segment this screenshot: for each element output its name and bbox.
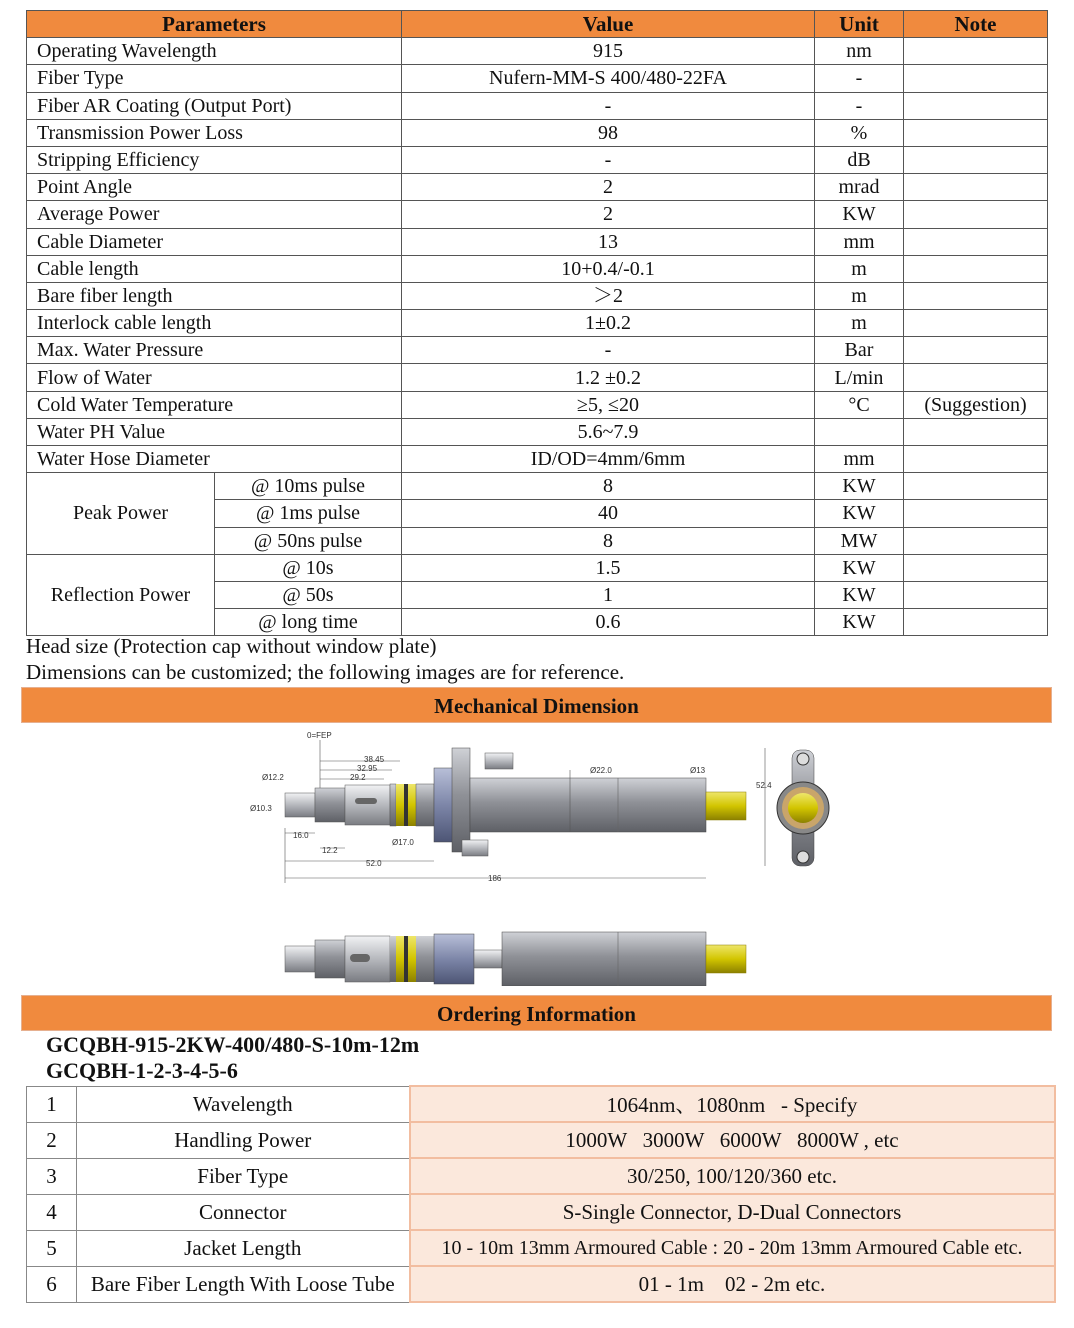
param-value: - (402, 92, 815, 119)
param-label: Interlock cable length (27, 310, 402, 337)
order-field: Wavelength (77, 1086, 410, 1122)
param-label: Flow of Water (27, 364, 402, 391)
param-label: Point Angle (27, 174, 402, 201)
param-value: 13 (402, 228, 815, 255)
peak-unit: KW (815, 473, 904, 500)
order-field: Jacket Length (77, 1230, 410, 1266)
mechanical-drawing (240, 728, 840, 986)
reflection-power-label: Reflection Power (27, 554, 215, 636)
peak-value: 8 (402, 473, 815, 500)
param-label: Water PH Value (27, 418, 402, 445)
peak-unit: KW (815, 500, 904, 527)
param-note (904, 38, 1048, 65)
reflection-unit: KW (815, 581, 904, 608)
reflection-value: 1 (402, 581, 815, 608)
header-unit: Unit (815, 11, 904, 38)
table-row (27, 92, 1048, 119)
param-note (904, 146, 1048, 173)
param-label: Fiber Type (27, 65, 402, 92)
reflection-unit: KW (815, 609, 904, 636)
table-row (27, 446, 1048, 473)
customize-note: Dimensions can be customized; the following images are for reference. (26, 660, 625, 684)
param-unit: dB (815, 146, 904, 173)
param-value: ID/OD=4mm/6mm (402, 446, 815, 473)
param-value: 10+0.4/-0.1 (402, 255, 815, 282)
param-note (904, 527, 1048, 554)
param-note (904, 609, 1048, 636)
side-view-annotated (250, 731, 829, 883)
param-label: Operating Wavelength (27, 38, 402, 65)
table-row (27, 1122, 1055, 1158)
param-value: - (402, 146, 815, 173)
param-value: 1.2 ±0.2 (402, 364, 815, 391)
order-code-example: GCQBH-915-2KW-400/480-S-10m-12m (46, 1032, 420, 1057)
param-note (904, 255, 1048, 282)
order-value: 1000W 3000W 6000W 8000W , etc (410, 1122, 1055, 1158)
parameters-table (26, 10, 1048, 636)
param-unit: - (815, 92, 904, 119)
order-num: 2 (27, 1122, 77, 1158)
param-value: 2 (402, 201, 815, 228)
param-label: Max. Water Pressure (27, 337, 402, 364)
order-num: 6 (27, 1266, 77, 1302)
param-note (904, 418, 1048, 445)
table-row (27, 391, 1048, 418)
param-note (904, 282, 1048, 309)
order-num: 4 (27, 1194, 77, 1230)
param-note (904, 228, 1048, 255)
len-16-label: 16.0 (293, 831, 309, 840)
param-value: 5.6~7.9 (402, 418, 815, 445)
header-value: Value (402, 11, 815, 38)
param-unit: - (815, 65, 904, 92)
param-label: Water Hose Diameter (27, 446, 402, 473)
dia-17-label: Ø17.0 (392, 838, 414, 847)
param-label: Cable length (27, 255, 402, 282)
param-label: Cold Water Temperature (27, 391, 402, 418)
param-note (904, 201, 1048, 228)
param-label: Bare fiber length (27, 282, 402, 309)
peak-value: 40 (402, 500, 815, 527)
order-value: S-Single Connector, D-Dual Connectors (410, 1194, 1055, 1230)
param-value: ＞2 (402, 282, 815, 309)
param-unit: % (815, 119, 904, 146)
param-label: Cable Diameter (27, 228, 402, 255)
order-code-pattern: GCQBH-1-2-3-4-5-6 (46, 1058, 238, 1083)
ordering-table (26, 1085, 1056, 1303)
param-unit: L/min (815, 364, 904, 391)
order-num: 5 (27, 1230, 77, 1266)
table-row (27, 1194, 1055, 1230)
param-note (904, 473, 1048, 500)
param-value: ≥5, ≤20 (402, 391, 815, 418)
header-note: Note (904, 11, 1048, 38)
table-row (27, 473, 1048, 500)
peak-condition: @ 10ms pulse (215, 473, 402, 500)
param-unit: mrad (815, 174, 904, 201)
table-row (27, 38, 1048, 65)
table-row (27, 228, 1048, 255)
head-size-note: Head size (Protection cap without window plate) (26, 634, 437, 658)
fep-label: 0=FEP (307, 731, 332, 740)
table-row (27, 1230, 1055, 1266)
table-row (27, 310, 1048, 337)
order-num: 1 (27, 1086, 77, 1122)
reflection-value: 1.5 (402, 554, 815, 581)
param-note (904, 337, 1048, 364)
param-note (904, 581, 1048, 608)
param-value: 98 (402, 119, 815, 146)
reflection-unit: KW (815, 554, 904, 581)
mechanical-dimension-banner: Mechanical Dimension (21, 687, 1052, 723)
param-value: 915 (402, 38, 815, 65)
table-row (27, 119, 1048, 146)
param-unit: Bar (815, 337, 904, 364)
param-value: Nufern-MM-S 400/480-22FA (402, 65, 815, 92)
table-row (27, 337, 1048, 364)
dim-29-2: 29.2 (350, 773, 366, 782)
param-unit: m (815, 310, 904, 337)
reflection-condition: @ long time (215, 609, 402, 636)
header-parameters: Parameters (27, 11, 402, 38)
param-note (904, 174, 1048, 201)
peak-condition: @ 1ms pulse (215, 500, 402, 527)
dia-10-3-label: Ø10.3 (250, 804, 272, 813)
param-note (904, 119, 1048, 146)
param-note (904, 92, 1048, 119)
param-note: (Suggestion) (904, 391, 1048, 418)
table-row (27, 1266, 1055, 1302)
reflection-condition: @ 50s (215, 581, 402, 608)
order-field: Bare Fiber Length With Loose Tube (77, 1266, 410, 1302)
order-field: Fiber Type (77, 1158, 410, 1194)
peak-value: 8 (402, 527, 815, 554)
table-row (27, 418, 1048, 445)
dim-32-95: 32.95 (357, 764, 378, 773)
param-note (904, 364, 1048, 391)
param-unit: KW (815, 201, 904, 228)
param-unit: m (815, 255, 904, 282)
dia-22-label: Ø22.0 (590, 766, 612, 775)
table-row (27, 65, 1048, 92)
order-num: 3 (27, 1158, 77, 1194)
table-row (27, 201, 1048, 228)
len-12-2-label: 12.2 (322, 846, 338, 855)
param-label: Transmission Power Loss (27, 119, 402, 146)
table-row (27, 1086, 1055, 1122)
param-value: 1±0.2 (402, 310, 815, 337)
order-value: 1064nm、1080nm - Specify (410, 1086, 1055, 1122)
len-186-label: 186 (488, 874, 502, 883)
table-row (27, 255, 1048, 282)
order-value: 10 - 10m 13mm Armoured Cable : 20 - 20m 13mm Armoured Cable etc. (410, 1230, 1055, 1266)
reflection-value: 0.6 (402, 609, 815, 636)
param-label: Stripping Efficiency (27, 146, 402, 173)
param-label: Fiber AR Coating (Output Port) (27, 92, 402, 119)
param-unit: nm (815, 38, 904, 65)
reflection-condition: @ 10s (215, 554, 402, 581)
param-unit: °C (815, 391, 904, 418)
height-52-4-label: 52.4 (756, 781, 772, 790)
param-note (904, 310, 1048, 337)
param-note (904, 554, 1048, 581)
param-value: - (402, 337, 815, 364)
param-note (904, 65, 1048, 92)
peak-power-label: Peak Power (27, 473, 215, 555)
peak-unit: MW (815, 527, 904, 554)
dia-12-2-label: Ø12.2 (262, 773, 284, 782)
table-row (27, 1158, 1055, 1194)
order-field: Handling Power (77, 1122, 410, 1158)
table-row (27, 146, 1048, 173)
side-view-photo (285, 932, 746, 986)
param-label: Average Power (27, 201, 402, 228)
dia-13-label: Ø13 (690, 766, 706, 775)
order-value: 01 - 1m 02 - 2m etc. (410, 1266, 1055, 1302)
table-row (27, 282, 1048, 309)
order-value: 30/250, 100/120/360 etc. (410, 1158, 1055, 1194)
param-unit: mm (815, 228, 904, 255)
param-unit: m (815, 282, 904, 309)
dim-38-45: 38.45 (364, 755, 385, 764)
order-field: Connector (77, 1194, 410, 1230)
table-row (27, 364, 1048, 391)
param-note (904, 446, 1048, 473)
peak-condition: @ 50ns pulse (215, 527, 402, 554)
table-row (27, 174, 1048, 201)
param-unit: mm (815, 446, 904, 473)
len-52-label: 52.0 (366, 859, 382, 868)
parameters-header-row (27, 11, 1048, 38)
param-unit (815, 418, 904, 445)
ordering-information-banner: Ordering Information (21, 995, 1052, 1031)
table-row (27, 554, 1048, 581)
param-note (904, 500, 1048, 527)
param-value: 2 (402, 174, 815, 201)
